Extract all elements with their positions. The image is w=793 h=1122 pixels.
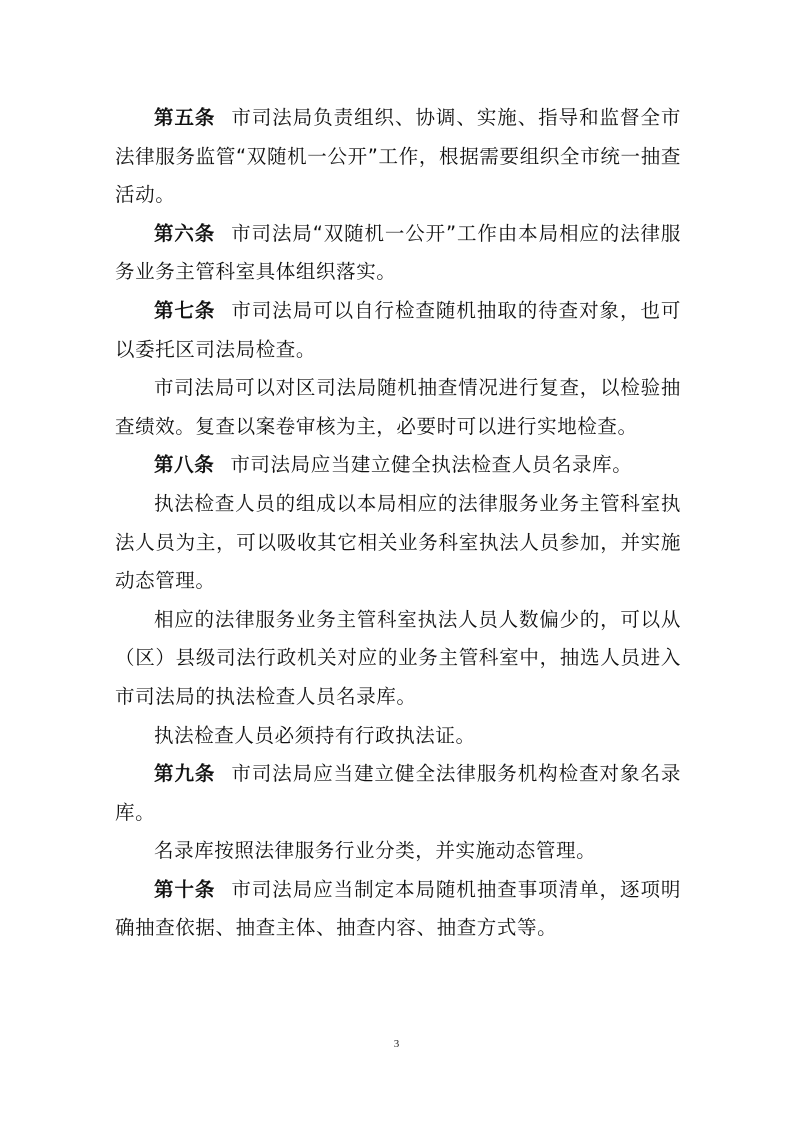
- article-8-sub-paragraph: [115, 601, 681, 717]
- paragraph-text: 相应的法律服务业务主管科室执法人员人数偏少的，可以从（区）县级司法行政机关对应的业务主管科室中，抽选人员进入市司法局的执法检查人员名录库。: [115, 607, 681, 708]
- article-8-sub-paragraph: [115, 717, 681, 756]
- article-5-paragraph: [115, 99, 681, 215]
- article-text: 市司法局应当建立健全法律服务机构检查对象名录库。: [115, 762, 681, 824]
- article-text: 市司法局应当建立健全执法检查人员名录库。: [230, 453, 633, 477]
- paragraph-text: 市司法局可以对区司法局随机抽查情况进行复查，以检验抽查绩效。复查以案卷审核为主，必要时可以进行实地检查。: [115, 376, 681, 438]
- article-text: 市司法局可以自行检查随机抽取的待查对象，也可以委托区司法局检查。: [115, 298, 681, 361]
- paragraph-text: 执法检查人员的组成以本局相应的法律服务业务主管科室执法人员为主，可以吸收其它相关业务科室执法人员参加，并实施动态管理。: [115, 491, 681, 593]
- page-number: 3: [393, 1038, 400, 1050]
- article-heading: 第七条: [154, 298, 216, 322]
- article-text: 市司法局负责组织、协调、实施、指导和监督全市法律服务监管“双随机一公开”工作，根据需要组织全市统一抽查活动。: [115, 106, 681, 207]
- article-heading: 第六条: [154, 221, 216, 245]
- article-7-paragraph: [115, 292, 681, 369]
- article-9-paragraph: [115, 755, 681, 832]
- article-10-paragraph: [115, 871, 681, 948]
- document-body: [115, 99, 681, 948]
- article-heading: 第八条: [154, 453, 215, 477]
- article-7-sub-paragraph: [115, 369, 681, 446]
- article-6-paragraph: [115, 215, 681, 292]
- paragraph-text: 名录库按照法律服务行业分类，并实施动态管理。: [154, 839, 597, 863]
- article-8-paragraph: [115, 446, 681, 485]
- article-heading: 第五条: [154, 106, 216, 129]
- article-heading: 第九条: [154, 762, 216, 786]
- article-text: 市司法局应当制定本局随机抽查事项清单，逐项明确抽查依据、抽查主体、抽查内容、抽查方式等。: [115, 877, 681, 940]
- article-9-sub-paragraph: [115, 832, 681, 871]
- article-8-sub-paragraph: [115, 485, 681, 601]
- paragraph-text: 执法检查人员必须持有行政执法证。: [154, 723, 476, 747]
- article-heading: 第十条: [154, 877, 216, 901]
- article-text: 市司法局“双随机一公开”工作由本局相应的法律服务业务主管科室具体组织落实。: [115, 221, 681, 284]
